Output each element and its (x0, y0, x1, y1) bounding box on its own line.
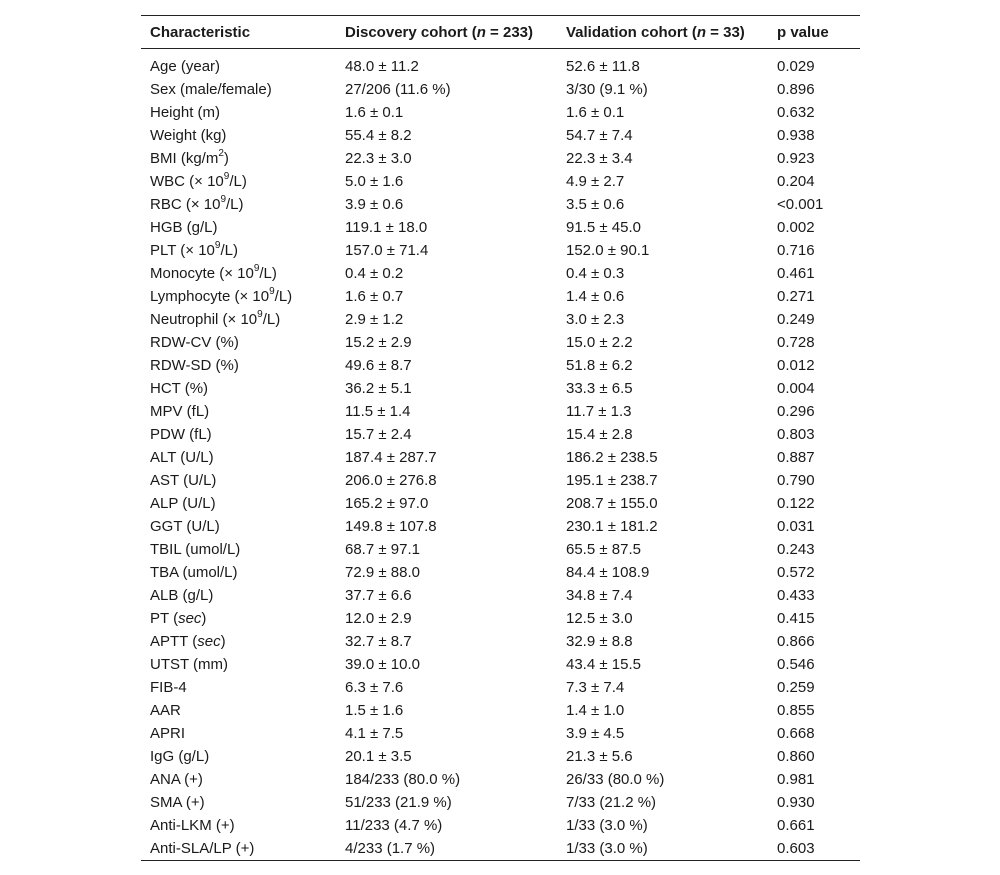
cell-p-value: 0.546 (777, 656, 815, 673)
cell-p-value: 0.433 (777, 587, 815, 604)
cell-discovery: 149.8 ± 107.8 (345, 518, 437, 535)
cell-validation: 1.4 ± 1.0 (566, 702, 625, 719)
cell-discovery: 1.5 ± 1.6 (345, 702, 404, 719)
cell-discovery: 187.4 ± 287.7 (345, 449, 437, 466)
cell-characteristic: MPV (fL) (150, 403, 210, 420)
table-row (141, 630, 860, 653)
characteristic-text: PLT (× 10 (150, 242, 215, 259)
cell-discovery: 5.0 ± 1.6 (345, 173, 404, 190)
cell-p-value: 0.930 (777, 794, 815, 811)
table-row (141, 124, 860, 147)
cell-p-value: 0.204 (777, 173, 815, 190)
table-body (141, 49, 860, 861)
cell-characteristic: ALT (U/L) (150, 449, 214, 466)
cell-validation: 0.4 ± 0.3 (566, 265, 625, 282)
cell-p-value: 0.243 (777, 541, 815, 558)
cell-discovery: 1.6 ± 0.1 (345, 104, 404, 121)
characteristics-table-container (141, 15, 860, 861)
cell-validation: 3.0 ± 2.3 (566, 311, 625, 328)
cell-characteristic: UTST (mm) (150, 656, 229, 673)
cell-validation: 26/33 (80.0 %) (566, 771, 665, 788)
table-row (141, 377, 860, 400)
header-p-value: p value (777, 23, 829, 41)
characteristics-table (141, 15, 860, 861)
cell-characteristic (141, 308, 336, 331)
cell-validation: 65.5 ± 87.5 (566, 541, 641, 558)
characteristic-superscript: 9 (269, 286, 275, 297)
cell-characteristic: Anti-SLA/LP (+) (150, 840, 255, 857)
cell-characteristic (141, 607, 336, 630)
characteristic-text-end: /L) (259, 265, 277, 282)
cell-discovery: 32.7 ± 8.7 (345, 633, 412, 650)
cell-p-value: 0.002 (777, 219, 815, 236)
cell-discovery: 55.4 ± 8.2 (345, 127, 412, 144)
cell-discovery: 68.7 ± 97.1 (345, 541, 420, 558)
table-row (141, 308, 860, 331)
header-validation-cohort (557, 16, 768, 49)
table-row (141, 561, 860, 584)
header-validation-suffix: = 33) (706, 23, 745, 41)
cell-characteristic: Height (m) (150, 104, 221, 121)
cell-characteristic: GGT (U/L) (150, 518, 220, 535)
table-row (141, 170, 860, 193)
header-discovery-cohort (336, 16, 557, 49)
cell-characteristic: AST (U/L) (150, 472, 217, 489)
characteristic-text-end: /L) (220, 242, 238, 259)
cell-discovery: 72.9 ± 88.0 (345, 564, 420, 581)
cell-discovery: 4/233 (1.7 %) (345, 840, 436, 857)
cell-characteristic: ALB (g/L) (150, 587, 214, 604)
cell-p-value: 0.031 (777, 518, 815, 535)
cell-validation: 52.6 ± 11.8 (566, 58, 640, 75)
characteristic-text: WBC (× 10 (150, 173, 224, 190)
cell-validation: 33.3 ± 6.5 (566, 380, 633, 397)
cell-characteristic: Weight (kg) (150, 127, 227, 144)
cell-validation: 54.7 ± 7.4 (566, 127, 633, 144)
cell-discovery: 15.7 ± 2.4 (345, 426, 412, 443)
table-row (141, 193, 860, 216)
cell-p-value: 0.790 (777, 472, 815, 489)
cell-p-value: 0.461 (777, 265, 815, 282)
cell-characteristic: SMA (+) (150, 794, 205, 811)
cell-discovery: 36.2 ± 5.1 (345, 380, 412, 397)
cell-p-value: 0.012 (777, 357, 815, 374)
cell-discovery: 22.3 ± 3.0 (345, 150, 412, 167)
header-validation-prefix: Validation cohort ( (566, 23, 697, 41)
cell-p-value: 0.728 (777, 334, 815, 351)
table-row (141, 78, 860, 101)
table-row (141, 216, 860, 239)
cell-validation: 11.7 ± 1.3 (566, 403, 632, 420)
cell-characteristic (141, 285, 336, 308)
cell-p-value: 0.866 (777, 633, 815, 650)
cell-p-value: 0.271 (777, 288, 815, 305)
cell-characteristic (141, 630, 336, 653)
cell-discovery: 119.1 ± 18.0 (345, 219, 428, 236)
cell-p-value: 0.923 (777, 150, 815, 167)
table-row (141, 469, 860, 492)
table-row (141, 722, 860, 745)
characteristic-italic: sec (197, 633, 221, 650)
cell-validation: 12.5 ± 3.0 (566, 610, 633, 627)
cell-characteristic: RDW-CV (%) (150, 334, 239, 351)
table-row (141, 653, 860, 676)
cell-p-value: 0.668 (777, 725, 815, 742)
cell-validation: 7/33 (21.2 %) (566, 794, 657, 811)
characteristic-text: Monocyte (× 10 (150, 265, 254, 282)
cell-validation: 186.2 ± 238.5 (566, 449, 658, 466)
cell-validation: 1.4 ± 0.6 (566, 288, 625, 305)
cell-characteristic: FIB-4 (150, 679, 187, 696)
cell-characteristic: Sex (male/female) (150, 81, 272, 98)
table-row (141, 538, 860, 561)
characteristic-text: PT ( (150, 610, 179, 627)
cell-discovery: 206.0 ± 276.8 (345, 472, 437, 489)
characteristic-text: RBC (× 10 (150, 196, 221, 213)
characteristic-italic: sec (178, 610, 202, 627)
cell-characteristic: TBIL (umol/L) (150, 541, 241, 558)
table-row (141, 768, 860, 791)
cell-characteristic: AAR (150, 702, 181, 719)
cell-discovery: 27/206 (11.6 %) (345, 81, 451, 98)
table-row (141, 584, 860, 607)
table-row (141, 423, 860, 446)
cell-discovery: 11.5 ± 1.4 (345, 403, 411, 420)
cell-validation: 34.8 ± 7.4 (566, 587, 633, 604)
header-discovery-prefix: Discovery cohort ( (345, 23, 477, 41)
cell-discovery: 39.0 ± 10.0 (345, 656, 420, 673)
header-row (141, 16, 860, 49)
cell-discovery: 37.7 ± 6.6 (345, 587, 412, 604)
cell-validation: 230.1 ± 181.2 (566, 518, 658, 535)
characteristic-superscript: 9 (253, 263, 260, 274)
cell-validation: 3.9 ± 4.5 (566, 725, 625, 742)
cell-p-value: 0.860 (777, 748, 815, 765)
cell-p-value: 0.896 (777, 81, 815, 98)
table-row (141, 745, 860, 768)
cell-p-value: 0.632 (777, 104, 815, 121)
cell-validation: 3.5 ± 0.6 (566, 196, 625, 213)
cell-validation: 51.8 ± 6.2 (566, 357, 633, 374)
cell-discovery: 15.2 ± 2.9 (345, 334, 412, 351)
table-row (141, 791, 860, 814)
cell-characteristic (141, 193, 336, 216)
cell-discovery: 2.9 ± 1.2 (345, 311, 404, 328)
cell-p-value: 0.249 (777, 311, 815, 328)
cell-discovery: 51/233 (21.9 %) (345, 794, 452, 811)
cell-p-value: 0.572 (777, 564, 815, 581)
cell-p-value: <0.001 (777, 196, 824, 213)
cell-validation: 15.4 ± 2.8 (566, 426, 633, 443)
cell-characteristic (141, 239, 336, 262)
cell-discovery: 3.9 ± 0.6 (345, 196, 404, 213)
cell-p-value: 0.122 (777, 495, 815, 512)
cell-characteristic: HCT (%) (150, 380, 209, 397)
cell-characteristic: Age (year) (150, 58, 221, 75)
characteristic-text-end: /L) (226, 196, 244, 213)
cell-p-value: 0.716 (777, 242, 815, 259)
characteristic-text: Neutrophil (× 10 (150, 311, 258, 328)
cell-discovery: 157.0 ± 71.4 (345, 242, 429, 259)
cell-p-value: 0.981 (777, 771, 815, 788)
cell-characteristic: IgG (g/L) (150, 748, 210, 765)
header-discovery-n: n (476, 23, 486, 41)
cell-discovery: 184/233 (80.0 %) (345, 771, 461, 788)
table-row (141, 515, 860, 538)
cell-validation: 152.0 ± 90.1 (566, 242, 650, 259)
cell-characteristic: TBA (umol/L) (150, 564, 238, 581)
table-row (141, 354, 860, 377)
cell-validation: 21.3 ± 5.6 (566, 748, 633, 765)
cell-validation: 3/30 (9.1 %) (566, 81, 648, 98)
characteristic-superscript: 9 (220, 194, 227, 205)
characteristic-text: BMI (kg/m (150, 150, 219, 167)
header-validation-n: n (696, 23, 707, 41)
cell-p-value: 0.415 (777, 610, 815, 627)
cell-characteristic: RDW-SD (%) (150, 357, 239, 374)
characteristic-text: APTT ( (150, 633, 198, 650)
cell-validation: 43.4 ± 15.5 (566, 656, 641, 673)
characteristic-superscript: 9 (214, 240, 221, 251)
characteristic-superscript: 9 (257, 309, 263, 320)
cell-p-value: 0.803 (777, 426, 815, 443)
header-discovery-suffix: = 233) (485, 23, 534, 41)
characteristic-text-end: /L) (274, 288, 293, 305)
cell-validation: 84.4 ± 108.9 (566, 564, 650, 581)
cell-characteristic: HGB (g/L) (150, 219, 218, 236)
characteristic-superscript: 2 (218, 148, 224, 159)
table-row (141, 400, 860, 423)
cell-discovery: 20.1 ± 3.5 (345, 748, 412, 765)
cell-validation: 22.3 ± 3.4 (566, 150, 633, 167)
cell-validation: 4.9 ± 2.7 (566, 173, 625, 190)
cell-validation: 1.6 ± 0.1 (566, 104, 625, 121)
cell-validation: 195.1 ± 238.7 (566, 472, 658, 489)
characteristic-text-end: ) (223, 150, 229, 167)
cell-characteristic (141, 170, 336, 193)
cell-p-value: 0.603 (777, 840, 815, 857)
cell-characteristic: ANA (+) (150, 771, 203, 788)
table-row (141, 262, 860, 285)
cell-p-value: 0.855 (777, 702, 815, 719)
cell-discovery: 49.6 ± 8.7 (345, 357, 412, 374)
header-characteristic: Characteristic (150, 23, 251, 41)
cell-validation: 15.0 ± 2.2 (566, 334, 633, 351)
cell-discovery: 6.3 ± 7.6 (345, 679, 404, 696)
table-row (141, 446, 860, 469)
characteristic-superscript: 9 (223, 171, 230, 182)
cell-discovery: 165.2 ± 97.0 (345, 495, 429, 512)
cell-validation: 1/33 (3.0 %) (566, 840, 648, 857)
table-row (141, 285, 860, 308)
cell-characteristic (141, 147, 336, 170)
cell-discovery: 11/233 (4.7 %) (345, 817, 443, 834)
cell-p-value: 0.004 (777, 380, 815, 397)
cell-characteristic: PDW (fL) (150, 426, 212, 443)
cell-p-value: 0.938 (777, 127, 815, 144)
cell-characteristic: Anti-LKM (+) (150, 817, 235, 834)
cell-characteristic (141, 262, 336, 285)
table-row (141, 492, 860, 515)
cell-discovery: 0.4 ± 0.2 (345, 265, 404, 282)
table-row (141, 607, 860, 630)
characteristic-text-end: /L) (229, 173, 247, 190)
cell-characteristic: APRI (150, 725, 186, 742)
cell-validation: 208.7 ± 155.0 (566, 495, 658, 512)
characteristic-text: Lymphocyte (× 10 (150, 288, 270, 305)
cell-p-value: 0.887 (777, 449, 815, 466)
cell-p-value: 0.296 (777, 403, 815, 420)
cell-p-value: 0.029 (777, 58, 815, 75)
table-row (141, 239, 860, 262)
characteristic-text-end: ) (201, 610, 207, 627)
table-row (141, 814, 860, 837)
characteristic-text-end: ) (220, 633, 226, 650)
cell-validation: 1/33 (3.0 %) (566, 817, 648, 834)
table-row (141, 101, 860, 124)
cell-p-value: 0.661 (777, 817, 815, 834)
table-row (141, 676, 860, 699)
table-row (141, 331, 860, 354)
table-row (141, 699, 860, 722)
table-row (141, 837, 860, 861)
table-row (141, 55, 860, 78)
cell-characteristic: ALP (U/L) (150, 495, 216, 512)
characteristic-text-end: /L) (262, 311, 281, 328)
cell-discovery: 4.1 ± 7.5 (345, 725, 404, 742)
cell-p-value: 0.259 (777, 679, 815, 696)
table-header (141, 16, 860, 49)
table-row (141, 147, 860, 170)
cell-discovery: 48.0 ± 11.2 (345, 58, 419, 75)
cell-validation: 32.9 ± 8.8 (566, 633, 633, 650)
cell-discovery: 1.6 ± 0.7 (345, 288, 404, 305)
cell-validation: 7.3 ± 7.4 (566, 679, 625, 696)
cell-validation: 91.5 ± 45.0 (566, 219, 641, 236)
cell-discovery: 12.0 ± 2.9 (345, 610, 412, 627)
